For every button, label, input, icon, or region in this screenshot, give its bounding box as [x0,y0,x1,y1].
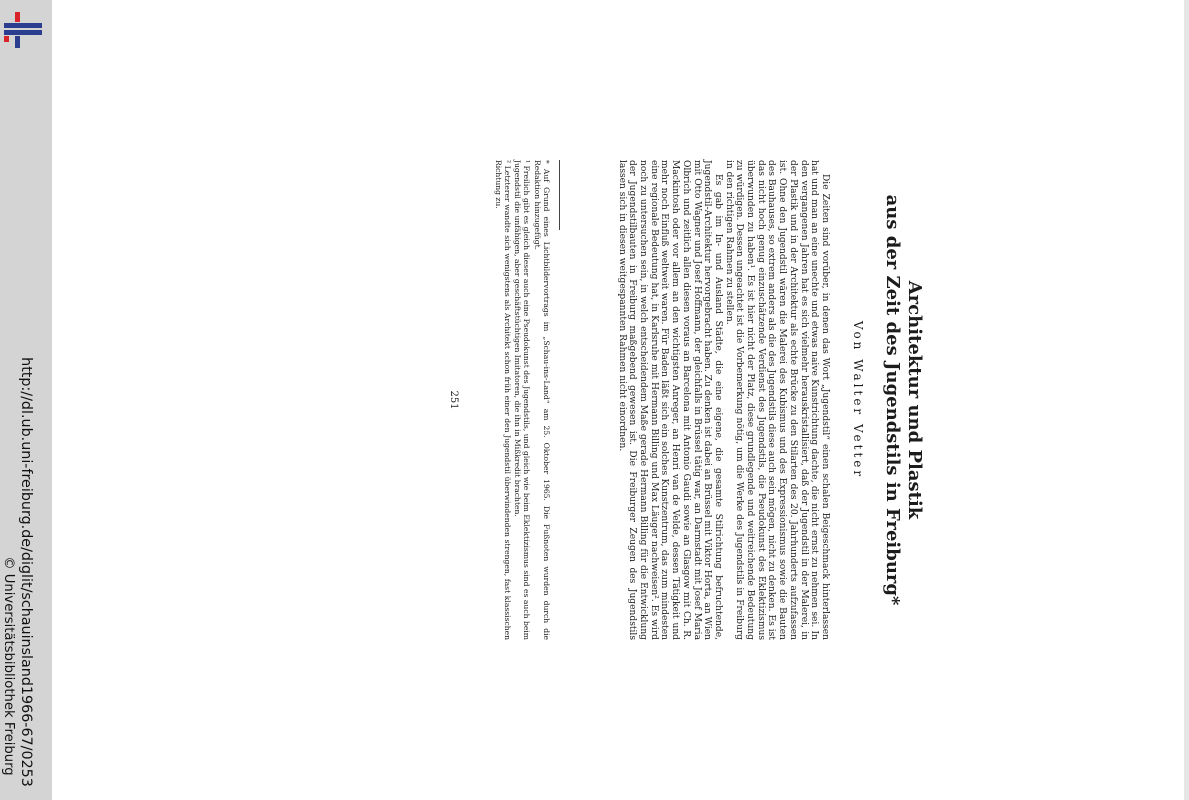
copyright-notice: © Universitätsbibliothek Freiburg [1,556,16,776]
scanned-page [345,160,925,640]
footnote: * Auf Grund eines Lichtbildervortrags im „Schau-ins-Land“ am 25. Oktober 1965. Die Fußnoten wurden durch die Redaktion hinzugefügt. [532,160,551,640]
footnotes [492,160,551,640]
title-line-1: Architektur und Plastik [904,280,925,520]
footnote-divider [559,160,560,230]
article-title [881,160,925,640]
document-url[interactable]: http://dl.ub.uni-freiburg.de/diglit/schauinsland1966-67/0253 [18,357,34,787]
page-number: 251 [448,390,459,410]
title-line-2: aus der Zeit des Jugendstils in Freiburg* [882,194,903,606]
sidebar [0,0,52,800]
paragraph: Es gab im In- und Ausland Städte, die eine eigene, die gesamte Stilrichtung befruchtende, Jugendstil-Architektur hervorgebracht haben. Zu denken ist dabei an Brüssel mit Viktor Horta, an Wien mit Otto Wagner und Josef Hoffmann, der gleichfalls in Brüssel tätig war, an Darmstadt mit Josef Maria Olbrich und zeitlich allen diesen voraus an Barcelona mit Antonio Gaudi sowie an Glasgow mit Ch. R. Mackintosh oder vor allem an den wichtigsten Anreger, an Henri van de Velde, dessen Tätigkeit und mehr noch Einfluß weltweit waren. Für Baden läßt sich ein solches Kunstzentrum, das zum mindesten eine regionale Bedeutung hat, in Karlsruhe mit Hermann Billing und Max Läuger nachweisen². Es wird noch zu untersuchen sein, in welch entscheidendem Maße gerade Hermann Billing für die Entwicklung der Jugendstilbauten in Freiburg maßgebend gewesen ist. Die Freiburger Zeugen des Jugendstils lassen sich in diesen weitgespannten Rahmen nicht einordnen. [616,160,723,640]
byline: Von Walter Vetter [851,320,865,480]
footnote: ¹ Freilich gibt es gleich dieser auch eine Pseudokunst des Jugendstils, und gleich wie beim Eklektizismus sind es auch beim Jugendstil die unfähigen, aber geschäftstüchtigen Imitatoren, die ihn in Mißkredit brachten. [513,160,532,640]
article-body [616,160,830,640]
paragraph: Die Zeiten sind vorüber, in denen das Wort „Jugendstil“ einen schalen Beigeschmack hinterlassen hat und man an eine unechte und etwas naive Kunstrichtung dachte, die nicht ernst zu nehmen sei. In den vergangenen Jahren hat es sich vielmehr herauskristallisiert, daß der Jugendstil in der Malerei, in der Plastik und in der Architektur als echte Brücke zu den Stilarten des 20. Jahrhunderts aufzufassen ist. Ohne den Jugendstil wären die Malerei des Kubismus und des Expressionismus sowie die Bauten des Bauhauses, so extrem anders als die des Jugendstils diese auch sein mögen, nicht zu denken. Es ist das nicht hoch genug einzuschätzende Verdienst des Jugendstils, die Pseudokunst des Eklektizismus überwunden zu haben¹. Es ist hier nicht der Platz, diese grundlegende und weitreichende Bedeutung zu würdigen. Dessen ungeachtet ist die Vorbemerkung nötig, um die Werke des Jugendstils in Freiburg in den richtigen Rahmen zu stellen. [723,160,830,640]
ub-freiburg-logo-icon[interactable] [2,8,44,50]
scrollbar[interactable] [1184,0,1189,800]
footnote: ² Letzterer wandte sich wenigstens als Architekt schon früh einer den Jugendstil überwindenden strengen, fast klassischen Richtung zu. [493,160,512,640]
